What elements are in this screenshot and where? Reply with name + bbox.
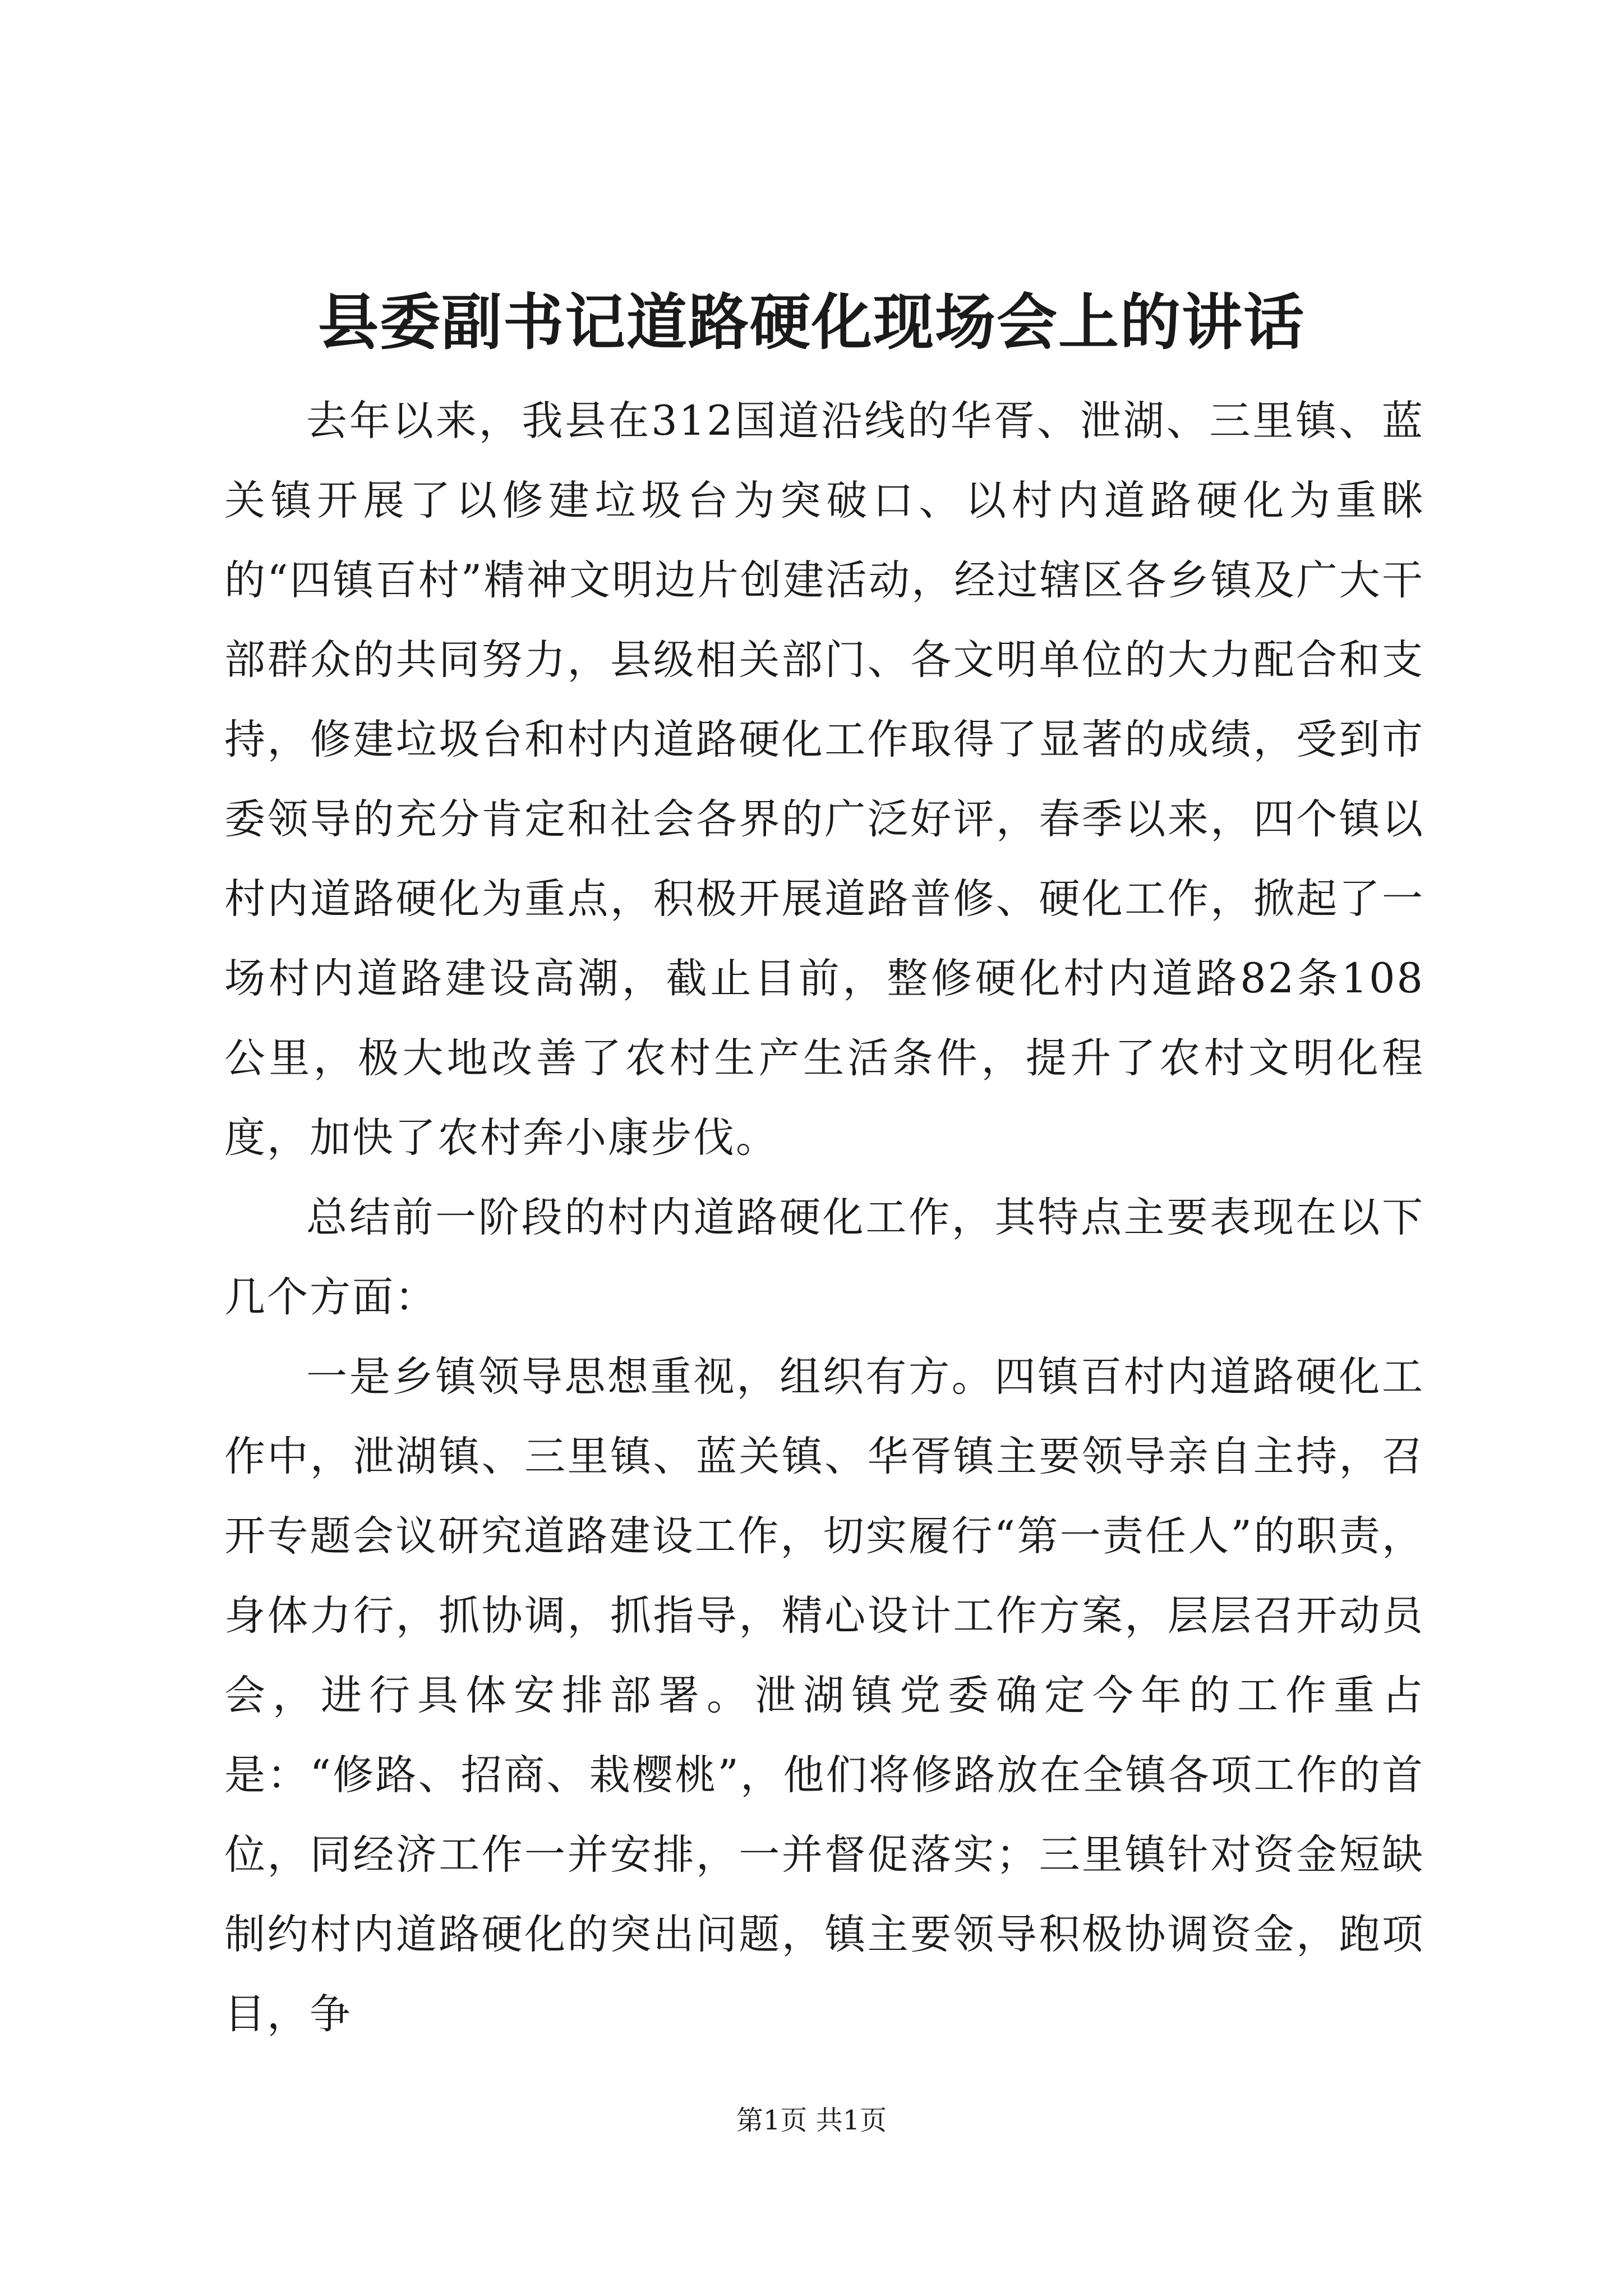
- paragraph-summary: 总结前一阶段的村内道路硬化工作，其特点主要表现在以下几个方面：: [224, 1194, 1424, 1321]
- paragraph-intro: 去年以来，我县在312国道沿线的华胥、泄湖、三里镇、蓝关镇开展了以修建垃圾台为突破口、以村内道路硬化为重眯的“四镇百村”精神文明边片创建活动，经过辖区各乡镇及广大干部群众的共同努力，县级相关部门、各文明单位的大力配合和支持，修建垃圾台和村内道路硬化工作取得了显著的成绩，受到市委领导的充分肯定和社会各界的广泛好评，春季以来，四个镇以村内道路硬化为重点，积极开展道路普修、硬化工作，掀起了一场村内道路建设高潮，截止目前，整修硬化村内道路82条108公里，极大地改善了农村生产生活条件，提升了农村文明化程度，加快了农村奔小康步伐。: [224, 397, 1424, 1162]
- paragraph-point-one: 一是乡镇领导思想重视，组织有方。四镇百村内道路硬化工作中，泄湖镇、三里镇、蓝关镇、华胥镇主要领导亲自主持，召开专题会议研究道路建设工作，切实履行“第一责任人”的职责，身体力行，抓协调，抓指导，精心设计工作方案，层层召开动员会，进行具体安排部署。泄湖镇党委确定今年的工作重占是：“修路、招商、栽樱桃”，他们将修路放在全镇各项工作的首位，同经济工作一并安排，一并督促落实；三里镇针对资金短缺制约村内道路硬化的突出问题，镇主要领导积极协调资金，跑项目，争: [224, 1353, 1424, 2038]
- document-title: 县委副书记道路硬化现场会上的讲话: [317, 287, 1305, 358]
- document-body: [224, 381, 1424, 2054]
- page-footer: 第1页 共1页: [736, 2105, 887, 2136]
